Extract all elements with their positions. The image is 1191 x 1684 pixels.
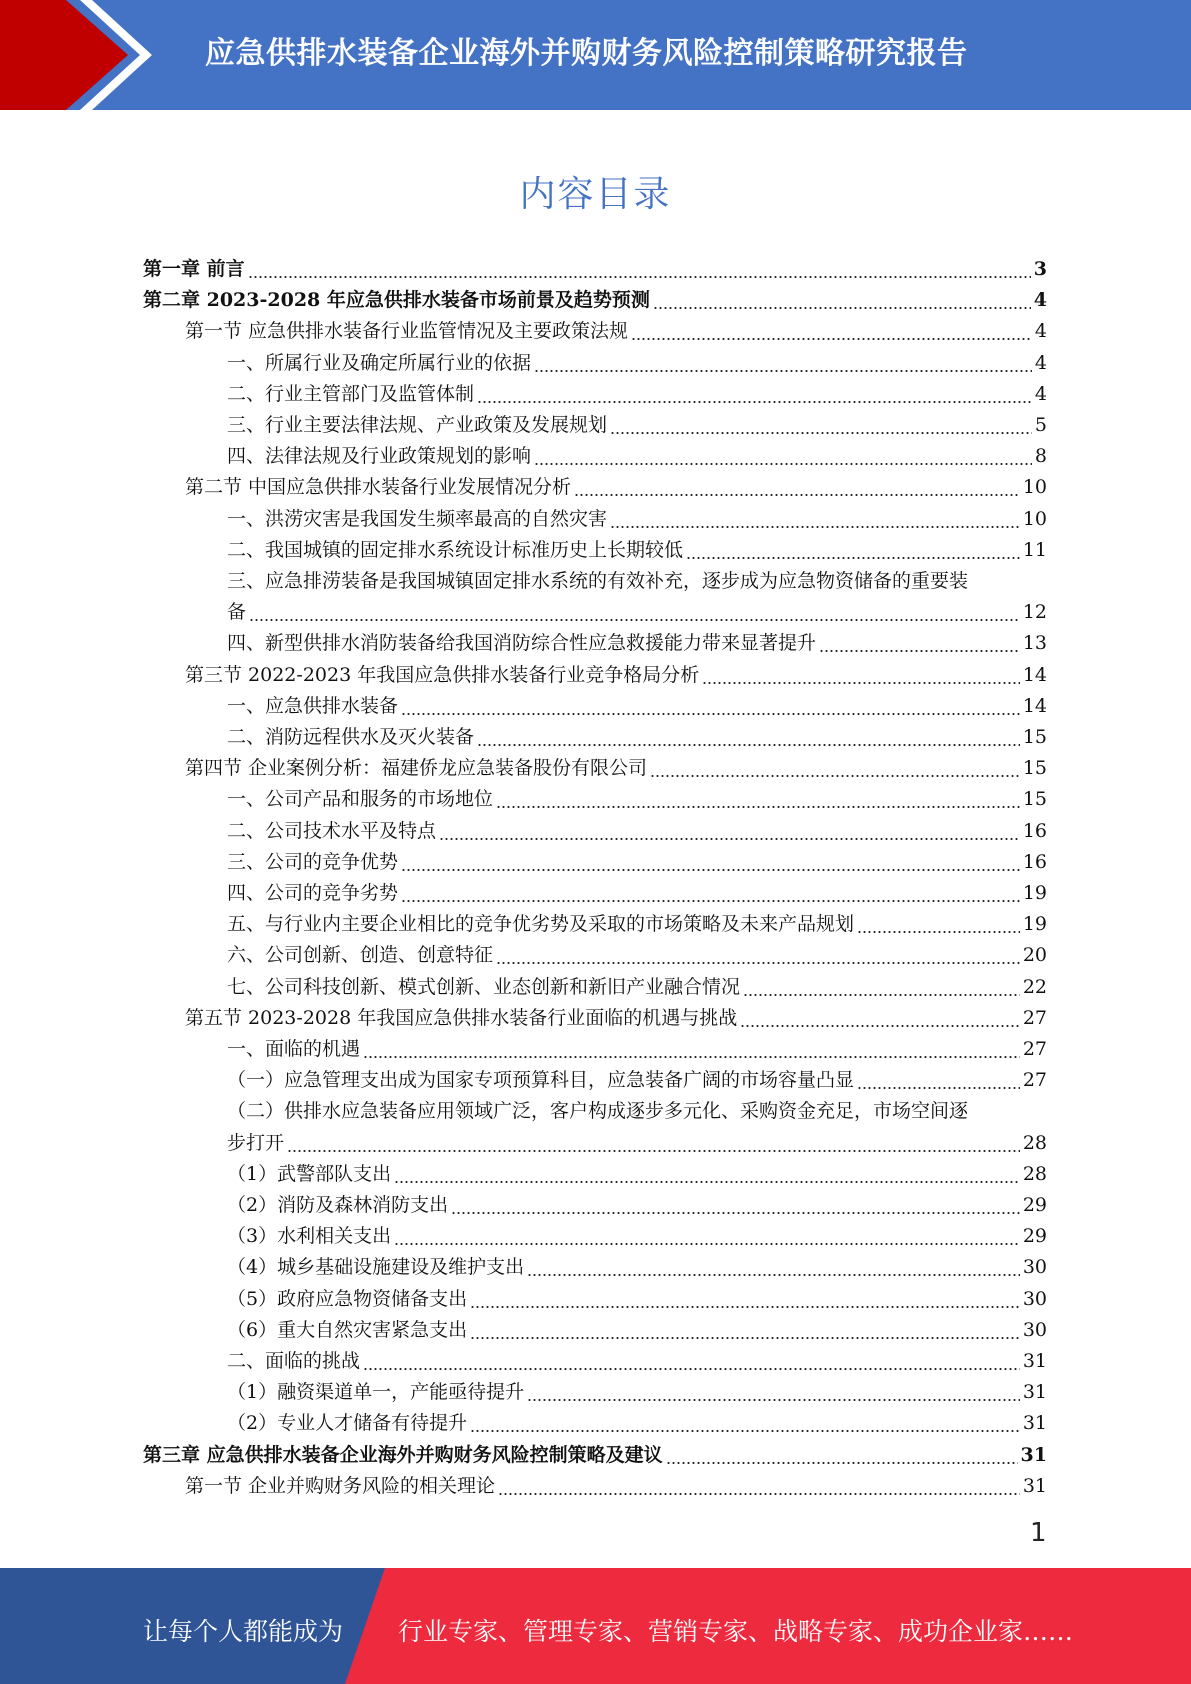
toc-entry-page: 19: [1022, 913, 1047, 935]
toc-entry-title: 第五节 2023-2028 年我国应急供排水装备行业面临的机遇与挑战: [185, 1007, 738, 1029]
toc-entry-title: 六、公司创新、创造、创意特征: [227, 944, 494, 966]
toc-entry-page: 27: [1022, 1038, 1047, 1060]
toc-entry-page: 20: [1022, 944, 1047, 966]
toc-entry-title: 一、洪涝灾害是我国发生频率最高的自然灾害: [227, 508, 608, 530]
toc-entry[interactable]: [185, 316, 1047, 347]
toc-dot-leader: [470, 1306, 1020, 1308]
toc-entry-title: 步打开: [227, 1132, 285, 1154]
toc-entry-title: 二、我国城镇的固定排水系统设计标准历史上长期较低: [227, 539, 684, 561]
toc-entry-page: 5: [1034, 414, 1047, 436]
toc-entry-title: （二）供排水应急装备应用领域广泛，客户构成逐步多元化、采购资金充足，市场空间逐: [227, 1100, 969, 1122]
toc-entry[interactable]: [227, 1065, 1047, 1096]
toc-entry[interactable]: [227, 410, 1047, 441]
toc-entry-title: 第二节 中国应急供排水装备行业发展情况分析: [185, 476, 572, 498]
toc-entry-page: 4: [1034, 383, 1047, 405]
toc-dot-leader: [477, 401, 1032, 403]
toc-dot-leader: [496, 962, 1020, 964]
footer-slogan-right: 行业专家、管理专家、营销专家、战略专家、成功企业家……: [398, 1617, 1074, 1646]
toc-entry-page: 30: [1022, 1288, 1047, 1310]
toc-entry[interactable]: [143, 285, 1047, 316]
toc-entry[interactable]: [227, 1315, 1047, 1346]
toc-entry-title: 三、应急排涝装备是我国城镇固定排水系统的有效补充，逐步成为应急物资储备的重要装: [227, 570, 969, 592]
toc-entry-page: 31: [1022, 1412, 1047, 1434]
toc-entry[interactable]: [227, 628, 1047, 659]
toc-entry-title: 第三节 2022-2023 年我国应急供排水装备行业竞争格局分析: [185, 664, 700, 686]
toc-entry-title: 第一章 前言: [143, 258, 245, 280]
toc-entry-title: （3）水利相关支出: [227, 1225, 392, 1247]
toc-entry-title: 四、法律法规及行业政策规划的影响: [227, 445, 532, 467]
header-banner: [0, 0, 1191, 110]
toc-entry[interactable]: [185, 753, 1047, 784]
toc-dot-leader: [477, 744, 1020, 746]
toc-dot-leader: [496, 806, 1020, 808]
toc-dot-leader: [857, 1087, 1020, 1089]
toc-entry-title: 七、公司科技创新、模式创新、业态创新和新旧产业融合情况: [227, 976, 741, 998]
toc-entry-title: 一、应急供排水装备: [227, 695, 399, 717]
toc-entry-title: 第四节 企业案例分析：福建侨龙应急装备股份有限公司: [185, 757, 648, 779]
toc-entry-page: 4: [1033, 289, 1047, 311]
page-number: 1: [1030, 1518, 1047, 1548]
toc-dot-leader: [248, 276, 1031, 278]
toc-entry-title: （一）应急管理支出成为国家专项预算科目，应急装备广阔的市场容量凸显: [227, 1069, 855, 1091]
toc-entry-page: 14: [1022, 664, 1047, 686]
toc-dot-leader: [363, 1056, 1020, 1058]
toc-dot-leader: [439, 838, 1020, 840]
toc-entry[interactable]: [185, 472, 1047, 503]
toc-entry-page: 12: [1022, 601, 1047, 623]
toc-dot-leader: [631, 338, 1032, 340]
toc-entry-page: 15: [1022, 726, 1047, 748]
toc-entry-page: 29: [1022, 1225, 1047, 1247]
toc-dot-leader: [574, 494, 1020, 496]
report-title: 应急供排水装备企业海外并购财务风险控制策略研究报告: [205, 36, 968, 71]
toc-entry-page: 13: [1022, 632, 1047, 654]
toc-dot-leader: [470, 1337, 1020, 1339]
toc-entry[interactable]: [227, 816, 1047, 847]
toc-entry-title: 备: [227, 601, 247, 623]
toc-entry-page: 19: [1022, 882, 1047, 904]
toc-entry-title: 一、面临的机遇: [227, 1038, 361, 1060]
toc-entry-title: 五、与行业内主要企业相比的竞争优劣势及采取的市场策略及未来产品规划: [227, 913, 855, 935]
toc-entry[interactable]: [227, 504, 1047, 535]
toc-dot-leader: [401, 713, 1020, 715]
toc-entry-title: （6）重大自然灾害紧急支出: [227, 1319, 468, 1341]
toc-entry[interactable]: [143, 254, 1047, 285]
toc-entry[interactable]: [227, 566, 1047, 597]
toc-entry-page: 29: [1022, 1194, 1047, 1216]
toc-entry-page: 4: [1034, 352, 1047, 374]
toc-entry-title: （4）城乡基础设施建设及维护支出: [227, 1256, 525, 1278]
toc-entry-page: 28: [1022, 1132, 1047, 1154]
toc-dot-leader: [610, 432, 1032, 434]
toc-entry[interactable]: [227, 1377, 1047, 1408]
toc-entry-page: 15: [1022, 757, 1047, 779]
toc-dot-leader: [249, 619, 1020, 621]
toc-entry[interactable]: [227, 722, 1047, 753]
toc-entry[interactable]: [227, 1408, 1047, 1439]
toc-entry-page: 11: [1022, 539, 1047, 561]
toc-entry-page: 8: [1034, 445, 1047, 467]
toc-entry[interactable]: [227, 784, 1047, 815]
toc-dot-leader: [401, 869, 1020, 871]
toc-entry-title: 第三章 应急供排水装备企业海外并购财务风险控制策略及建议: [143, 1444, 663, 1466]
toc-entry-page: 14: [1022, 695, 1047, 717]
toc-entry-title: 第二章 2023-2028 年应急供排水装备市场前景及趋势预测: [143, 289, 650, 311]
toc-dot-leader: [470, 1430, 1020, 1432]
toc-entry-title: 二、公司技术水平及特点: [227, 820, 437, 842]
toc-dot-leader: [686, 557, 1020, 559]
toc-entry[interactable]: [227, 535, 1047, 566]
toc-entry-title: 四、公司的竞争劣势: [227, 882, 399, 904]
toc-entry-title: （2）消防及森林消防支出: [227, 1194, 449, 1216]
toc-entry-page: 30: [1022, 1319, 1047, 1341]
toc-dot-leader: [363, 1368, 1020, 1370]
toc-entry[interactable]: [227, 878, 1047, 909]
toc-entry-page: 31: [1022, 1475, 1047, 1497]
toc-dot-leader: [401, 900, 1020, 902]
toc-entry[interactable]: [227, 847, 1047, 878]
toc-entry-page: 27: [1022, 1007, 1047, 1029]
toc-entry-page: 30: [1022, 1256, 1047, 1278]
toc-dot-leader: [653, 307, 1031, 309]
toc-entry[interactable]: [227, 940, 1047, 971]
toc-dot-leader: [702, 682, 1020, 684]
toc-entry[interactable]: [227, 1034, 1047, 1065]
toc-entry[interactable]: [227, 1159, 1047, 1190]
toc-entry[interactable]: [227, 909, 1047, 940]
toc-entry-title: 第一节 企业并购财务风险的相关理论: [185, 1475, 496, 1497]
toc-entry-page: 3: [1033, 258, 1047, 280]
toc-entry-page: 27: [1022, 1069, 1047, 1091]
toc-entry[interactable]: [185, 1471, 1047, 1502]
toc-entry[interactable]: [227, 1221, 1047, 1252]
toc-entry-title: （1）融资渠道单一，产能亟待提升: [227, 1381, 525, 1403]
toc-dot-leader: [534, 370, 1032, 372]
toc-dot-leader: [527, 1274, 1020, 1276]
toc-entry-title: （5）政府应急物资储备支出: [227, 1288, 468, 1310]
toc-dot-leader: [451, 1212, 1020, 1214]
toc-entry-title: 第一节 应急供排水装备行业监管情况及主要政策法规: [185, 320, 629, 342]
toc-entry[interactable]: [227, 1284, 1047, 1315]
toc-entry-page: 16: [1022, 851, 1047, 873]
toc-dot-leader: [650, 775, 1020, 777]
toc-entry[interactable]: [227, 1096, 1047, 1127]
toc-entry[interactable]: [227, 691, 1047, 722]
toc-entry-page: 22: [1022, 976, 1047, 998]
toc-entry-title: 三、公司的竞争优势: [227, 851, 399, 873]
toc-entry[interactable]: [227, 1252, 1047, 1283]
toc-entry[interactable]: [227, 1346, 1047, 1377]
toc-entry-page: 16: [1022, 820, 1047, 842]
toc-entry-page: 4: [1034, 320, 1047, 342]
toc-entry[interactable]: [227, 348, 1047, 379]
toc-entry[interactable]: [185, 1003, 1047, 1034]
toc-entry-page: 10: [1022, 476, 1047, 498]
toc-dot-leader: [534, 463, 1032, 465]
toc-entry[interactable]: [227, 1128, 1047, 1159]
toc-heading: 内容目录: [519, 174, 672, 215]
toc-dot-leader: [743, 994, 1020, 996]
toc-dot-leader: [666, 1462, 1018, 1464]
toc-entry-title: （1）武警部队支出: [227, 1163, 392, 1185]
toc-entry-page: 10: [1022, 508, 1047, 530]
toc-entry-title: 二、行业主管部门及监管体制: [227, 383, 475, 405]
toc-dot-leader: [394, 1181, 1020, 1183]
toc-entry[interactable]: [227, 379, 1047, 410]
toc-entry-title: 二、消防远程供水及灭火装备: [227, 726, 475, 748]
toc-dot-leader: [287, 1150, 1020, 1152]
toc-entry-title: 三、行业主要法律法规、产业政策及发展规划: [227, 414, 608, 436]
toc-entry-page: 31: [1022, 1350, 1047, 1372]
toc-entry-page: 15: [1022, 788, 1047, 810]
toc-entry-page: 31: [1022, 1381, 1047, 1403]
toc-entry-title: （2）专业人才储备有待提升: [227, 1412, 468, 1434]
toc-entry[interactable]: [227, 972, 1047, 1003]
toc-entry[interactable]: [227, 597, 1047, 628]
toc-dot-leader: [740, 1025, 1020, 1027]
toc-entry-title: 一、公司产品和服务的市场地位: [227, 788, 494, 810]
footer-slogan-left: 让每个人都能成为: [143, 1617, 344, 1646]
toc-entry-title: 二、面临的挑战: [227, 1350, 361, 1372]
toc-dot-leader: [857, 931, 1020, 933]
toc-dot-leader: [498, 1493, 1020, 1495]
toc-dot-leader: [394, 1243, 1020, 1245]
toc-entry[interactable]: [185, 660, 1047, 691]
toc-entry-page: 31: [1020, 1444, 1047, 1466]
toc-entry[interactable]: [143, 1440, 1047, 1471]
toc-entry-page: 28: [1022, 1163, 1047, 1185]
toc-dot-leader: [527, 1399, 1020, 1401]
toc-entry-title: 四、新型供排水消防装备给我国消防综合性应急救援能力带来显著提升: [227, 632, 817, 654]
toc-entry-title: 一、所属行业及确定所属行业的依据: [227, 352, 532, 374]
toc-entry[interactable]: [227, 441, 1047, 472]
toc-entry[interactable]: [227, 1190, 1047, 1221]
toc-dot-leader: [819, 650, 1020, 652]
toc-dot-leader: [610, 526, 1020, 528]
